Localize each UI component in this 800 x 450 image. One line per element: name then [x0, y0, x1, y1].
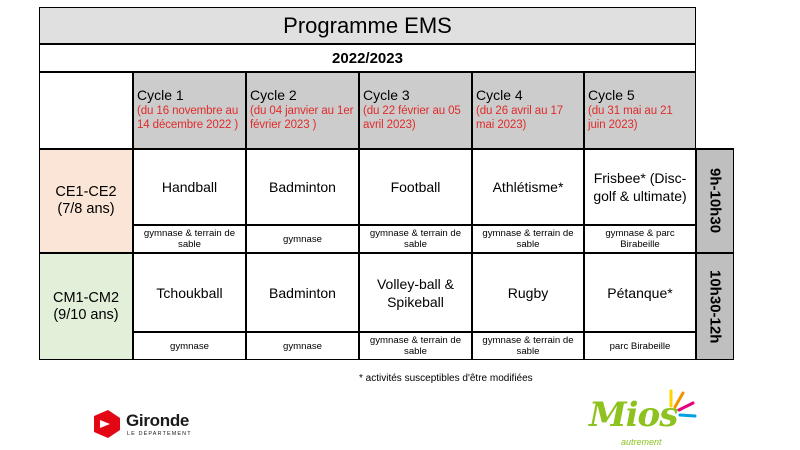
cycle-dates: (du 22 février au 05 avril 2023): [363, 105, 461, 131]
activity-cell: Athlétisme*: [472, 149, 584, 225]
gironde-logo-subtitle: LE DÉPARTEMENT: [127, 431, 192, 437]
location-cell: gymnase: [246, 225, 359, 253]
location-cell: parc Birabeille: [584, 332, 696, 360]
cycle-header: [246, 72, 359, 149]
cycle-header: [472, 72, 584, 149]
activity-cell: Handball: [133, 149, 246, 225]
location-cell: gymnase & terrain de sable: [359, 225, 472, 253]
activity-cell: Frisbee* (Disc-golf & ultimate): [584, 149, 696, 225]
cycle-header: [584, 72, 696, 149]
location-cell: gymnase & terrain de sable: [472, 332, 584, 360]
group-age: (9/10 ans): [53, 306, 119, 323]
cycle-name: Cycle 5: [588, 87, 635, 103]
activity-cell: Badminton: [246, 253, 359, 332]
header-right-blank: [696, 72, 734, 149]
cycle-dates: (du 31 mai au 21 juin 2023): [588, 105, 673, 131]
cycle-dates: (du 26 avril au 17 mai 2023): [476, 105, 564, 131]
time-slot: [696, 149, 734, 253]
activity-cell: Rugby: [472, 253, 584, 332]
activity-cell: Tchoukball: [133, 253, 246, 332]
activity-cell: Badminton: [246, 149, 359, 225]
gironde-logo-name: Gironde: [126, 411, 190, 430]
group-name: CM1-CM2: [52, 289, 120, 306]
mios-logo-name: Mios: [589, 395, 678, 435]
cycle-name: Cycle 1: [137, 87, 184, 103]
activity-cell: Football: [359, 149, 472, 225]
gironde-logo-icon: [92, 408, 122, 440]
activity-cell: Volley-ball & Spikeball: [359, 253, 472, 332]
location-cell: gymnase & parc Birabeille: [584, 225, 696, 253]
location-cell: gymnase: [246, 332, 359, 360]
time-slot-label: 10h30-12h: [706, 269, 724, 344]
activity-cell: Pétanque*: [584, 253, 696, 332]
group-name: CE1-CE2: [55, 184, 117, 200]
cycle-dates: (du 16 novembre au 14 décembre 2022 ): [137, 105, 239, 131]
header-corner-cell: [39, 72, 133, 149]
time-slot-label: 9h-10h30: [706, 168, 724, 234]
cycle-dates: (du 04 janvier au 1er février 2023 ): [250, 105, 354, 131]
location-cell: gymnase & terrain de sable: [359, 332, 472, 360]
location-cell: gymnase: [133, 332, 246, 360]
footnote: * activités susceptibles d'être modifiées: [359, 373, 533, 384]
mios-logo: [575, 385, 725, 450]
location-cell: gymnase & terrain de sable: [472, 225, 584, 253]
group-label-ce1-ce2: [39, 149, 133, 253]
cycle-name: Cycle 2: [250, 87, 297, 103]
mios-logo-subtitle: autrement: [621, 437, 662, 447]
cycle-header: [133, 72, 246, 149]
page-title: Programme EMS: [39, 7, 696, 44]
group-label-cm1-cm2: [39, 253, 133, 360]
cycle-name: Cycle 4: [476, 87, 523, 103]
school-year: 2022/2023: [39, 44, 696, 72]
location-cell: gymnase & terrain de sable: [133, 225, 246, 253]
cycle-name: Cycle 3: [363, 87, 410, 103]
cycle-header: [359, 72, 472, 149]
time-slot: [696, 253, 734, 360]
gironde-logo: [92, 408, 222, 442]
group-age: (7/8 ans): [57, 201, 115, 217]
